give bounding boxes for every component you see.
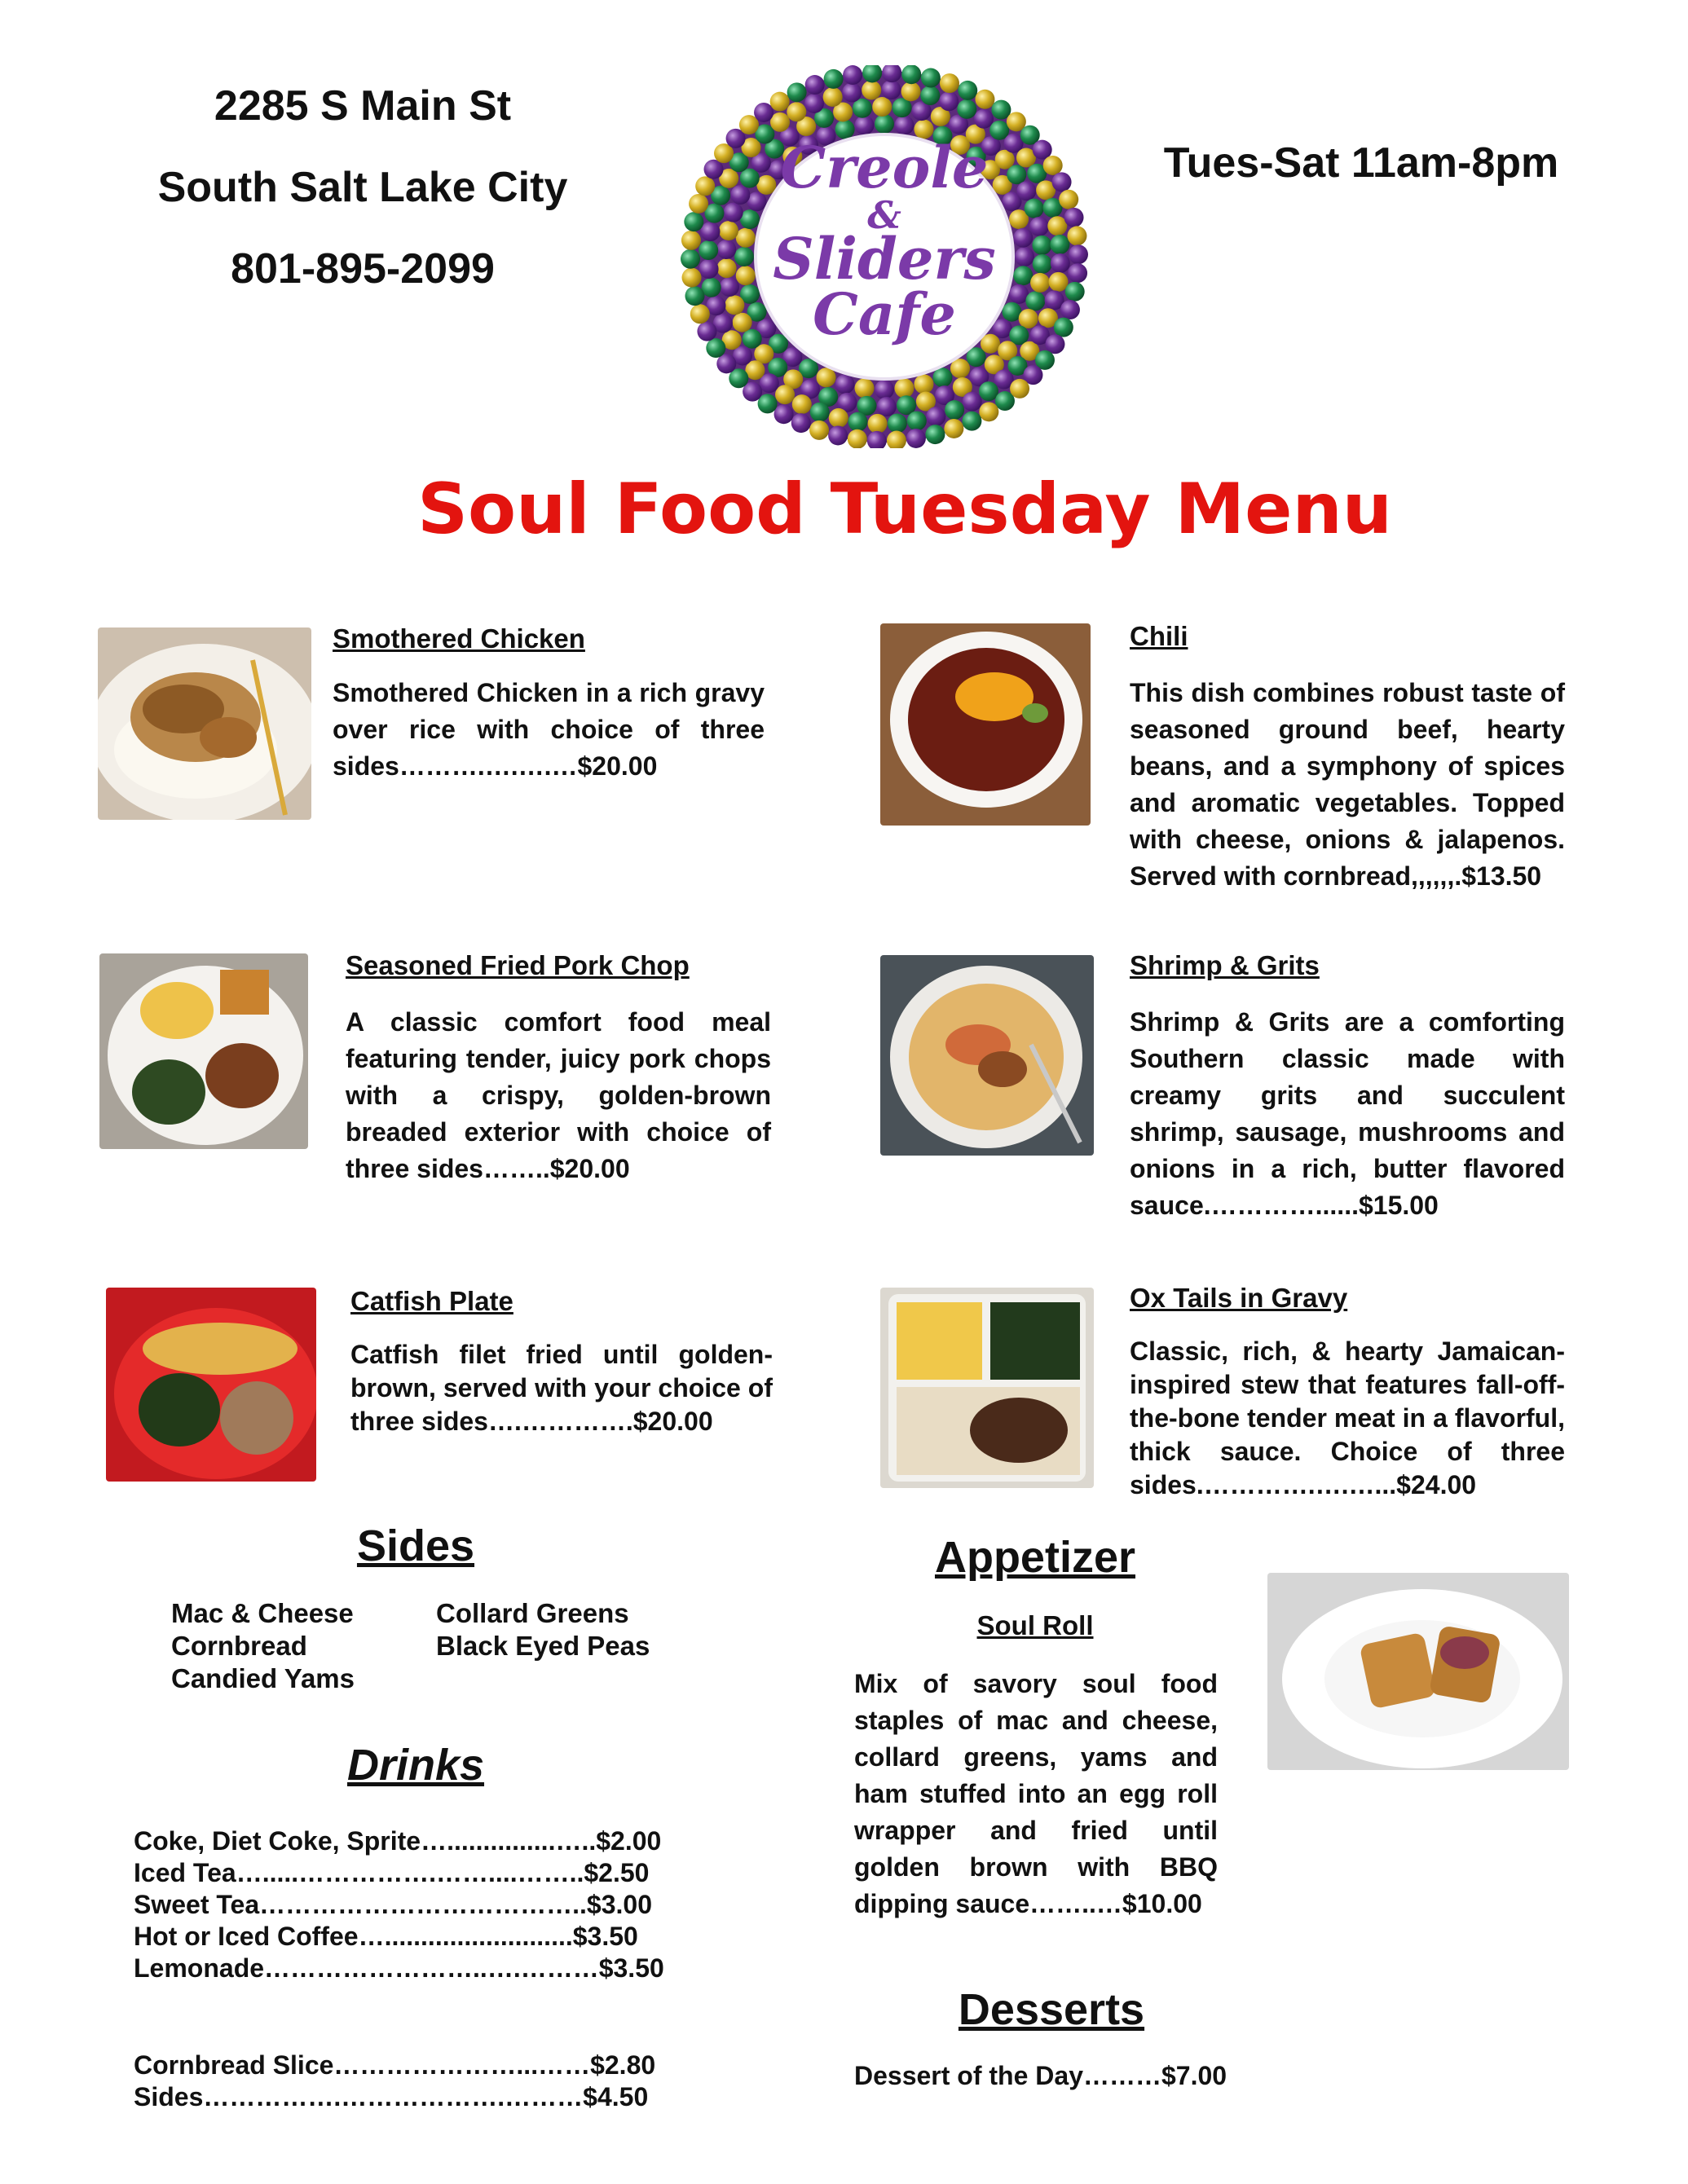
beads-ring-icon [681,65,1088,448]
side-item: Mac & Cheese [171,1598,354,1628]
item-name-chili: Chili [1130,621,1188,651]
item-name-pork-chop: Seasoned Fried Pork Chop [346,950,690,980]
logo-line4: Cafe [813,280,956,348]
hours: Tues-Sat 11am-8pm [1163,139,1559,187]
drink-line: Hot or Iced Coffee…..........................$3.50 [134,1922,638,1951]
sides-list-col1 [171,1597,355,1695]
shrimp-grits-photo [880,955,1094,1156]
appetizer-desc: Mix of savory soul food staples of mac and cheese, collard greens, yams and ham stuffed into an egg roll wrapper and fried until golden brown with BBQ dipping sauce……..…$10.00 [854,1669,1218,1918]
item-name-shrimp-grits: Shrimp & Grits [1130,950,1320,980]
pork-chop-photo [99,953,308,1149]
address-block [106,65,619,310]
logo-line1: Creole [780,134,989,201]
appetizer-name: Soul Roll [976,1610,1094,1640]
appetizer-title: Appetizer [934,1533,1136,1582]
sides-title: Sides [356,1521,475,1570]
logo-line3: Sliders [773,225,996,293]
item-name-ox-tails: Ox Tails in Gravy [1130,1283,1348,1313]
catfish-photo [106,1288,316,1482]
side-item: Candied Yams [171,1663,355,1693]
drink-line: Coke, Diet Coke, Sprite…...............…..$2.00 [134,1826,662,1856]
smothered-chicken-photo [98,627,311,820]
cafe-logo [681,65,1088,448]
item-desc-pork-chop: A classic comfort food meal featuring tender, juicy pork chops with a crispy, golden-brown breaded exterior with choice of three sides……..$20.00 [346,1007,771,1183]
address-line2: South Salt Lake City [157,164,568,211]
drink-line: Sweet Tea………………………………..$3.00 [134,1890,652,1919]
drinks-list [134,1825,664,1984]
side-item: Collard Greens [436,1598,629,1628]
ox-tails-photo [880,1288,1094,1488]
logo-line2: & [867,193,901,237]
item-desc-smothered-chicken: Smothered Chicken in a rich gravy over rice with choice of three sides……….….….…$20.00 [333,678,765,781]
extra-line: Sides…………….……………….………$4.50 [134,2082,649,2111]
extra-line: Cornbread Slice…………………...……$2.80 [134,2050,656,2080]
item-desc-ox-tails: Classic, rich, & hearty Jamaican-inspired stew that features fall-off-the-bone tender meat in a flavorful, thick sauce. Choice of three sides.………….….…...$24.00 [1130,1336,1565,1499]
desserts-title: Desserts [958,1985,1145,2034]
side-item: Cornbread [171,1631,307,1661]
item-desc-catfish: Catfish filet fried until golden-brown, served with your choice of three sides….………….$20.00 [350,1340,773,1436]
drinks-title: Drinks [346,1741,485,1790]
item-name-catfish: Catfish Plate [350,1286,513,1316]
soul-roll-photo [1267,1573,1569,1770]
side-item: Black Eyed Peas [436,1631,650,1661]
extras-list [134,2050,655,2113]
drink-line: Lemonade……………………..….………$3.50 [134,1953,664,1983]
drink-line: Iced Tea….....…………….……....……..$2.50 [134,1858,650,1887]
chili-photo [880,623,1091,826]
sides-list-col2 [436,1597,650,1662]
item-name-smothered-chicken: Smothered Chicken [333,623,585,654]
phone-number: 801-895-2099 [231,245,495,293]
item-desc-shrimp-grits: Shrimp & Grits are a comforting Southern classic made with creamy grits and succulent shrimp, sausage, mushrooms and onions in a rich, butter flavored sauce.…………......$15.00 [1130,1007,1565,1220]
item-desc-chili: This dish combines robust taste of seasoned ground beef, hearty beans, and a symphony of spices and aromatic vegetables. Topped with cheese, onions & jalapenos. Served with cornbread,,,,,,.$13.50 [1130,678,1565,891]
dessert-line: Dessert of the Day………$7.00 [854,2061,1227,2090]
address-line1: 2285 S Main St [214,82,512,130]
menu-title: Soul Food Tuesday Menu [417,469,1392,550]
